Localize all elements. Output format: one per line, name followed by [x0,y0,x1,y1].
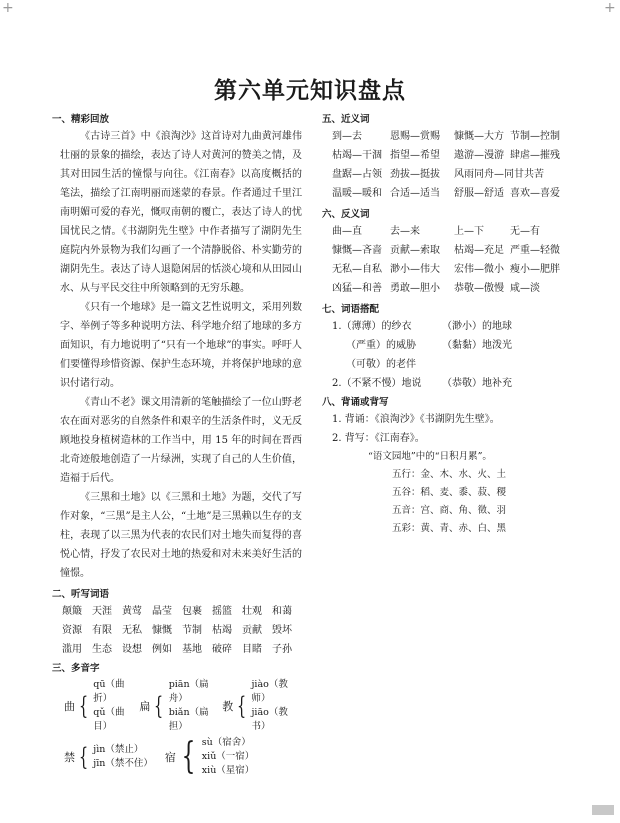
polyphone-row-1 [64,678,302,734]
word: 设想 [122,644,142,655]
word: 滥用 [62,644,82,655]
word-pair: 凶猛—和善 [332,283,382,294]
collocation-row: （可敬）的老伴 [346,359,416,370]
section-heading-7: 七、词语搭配 [322,304,380,315]
polyphone-jiao: 教 { jiào（教师） jiāo（教书） [222,679,288,732]
word-pair: 上—下 [454,226,484,237]
word-pair: 劲拔—挺拔 [390,169,440,180]
word: 摇篮 [212,606,232,617]
word: 资源 [62,625,82,636]
word: 壮观 [242,606,262,617]
brace: { [181,736,196,777]
polyphone-su: 宿 { sù（宿舍） xiǔ（一宿） xiù（星宿） [164,736,255,777]
word-pair: 枯竭—干涸 [332,150,382,161]
word: 慷慨 [152,625,172,636]
word-pair: 合适—适当 [390,188,440,199]
word: 天涯 [92,606,112,617]
word-pair: 肆虐—摧残 [510,150,560,161]
word: 基地 [182,644,202,655]
word-pair: 严重—轻微 [510,245,560,256]
paragraph: 《三黑和土地》以《三黑和土地》为题，交代了写作对象，“三黑”是主人公，“土地”是三黑赖以生存的支柱，表现了以三黑为代表的农民们对土地失而复得的喜悦心情，抒发了农民对土地的热爱和对未来美好生活的憧憬。 [60,492,302,579]
paragraph: 《青山不老》课文用清新的笔触描绘了一位山野老农在面对恶劣的自然条件和艰辛的生活条件时，义无反顾地投身植树造林的工作当中，用 15 年的时间在晋西北奇迹般地创造了一片绿洲，实现了自己的人生价值，造福于后代。 [60,397,302,484]
word: 目睹 [242,644,262,655]
word: 无私 [122,625,142,636]
word: 和蔼 [272,606,292,617]
right-column [322,112,574,538]
word-pair: 去—来 [390,226,420,237]
word-pair: 贡献—索取 [390,245,440,256]
word: 毁坏 [272,625,292,636]
dictation-word-grid [52,602,302,659]
word-pair: 枯竭—充足 [454,245,504,256]
collocation-row: 1.（薄薄）的纱衣 （渺小）的地球 [332,321,512,332]
brace: { [79,743,89,771]
paragraph: 《只有一个地球》是一篇文艺性说明文，采用列数字、举例子等多种说明方法、科学地介绍了地球的多方面知识，有力地说明了“只有一个地球”的事实。呼吁人们要懂得珍惜资源、保护生态环境，并将保护地球的意识付诸行动。 [60,302,302,389]
word-pair: 咸—淡 [510,283,540,294]
word-pair: 无私—自私 [332,264,382,275]
word: 晶莹 [152,606,172,617]
word-pair: 宏伟—微小 [454,264,504,275]
brace: { [237,692,247,720]
word-pair: 无—有 [510,226,540,237]
word-pair: 节制—控制 [510,131,560,142]
word: 包裹 [182,606,202,617]
word-pair: 恩赐—赏赐 [390,131,440,142]
word-pair: 慷慨—吝啬 [332,245,382,256]
word-pair: 勇敢—胆小 [390,283,440,294]
poem-line: 五行：金、木、水、火、土 [392,469,507,480]
word-pair: 渺小—伟大 [390,264,440,275]
word-pair: 盘踞—占领 [332,169,382,180]
polyphone-bian: 扁 { piān（扁舟） biǎn（扁担） [139,679,209,732]
antonym-grid [322,222,574,298]
word: 生态 [92,644,112,655]
polyphone-jin: 禁 { jìn（禁止） jīn（禁不住） [64,743,153,771]
word: 子孙 [272,644,292,655]
word: 颠簸 [62,606,82,617]
polyphone-row-2 [64,736,302,778]
poem-title: “语文园地”中的“日积月累”。 [368,451,492,462]
poem-line: 五音：宫、商、角、徵、羽 [392,505,507,516]
word-pair: 瘦小—肥胖 [510,264,560,275]
word: 节制 [182,625,202,636]
section-heading-6: 六、反义词 [322,209,370,220]
word: 枯竭 [212,625,232,636]
word-pair: 舒服—舒适 [454,188,504,199]
word-pair: 指望—希望 [390,150,440,161]
word-pair: 喜欢—喜爱 [510,188,560,199]
word: 有限 [92,625,112,636]
brace: { [154,692,164,720]
word-pair: 慷慨—大方 [454,131,504,142]
word: 破碎 [212,644,232,655]
collocation-row: 2.（不紧不慢）地说 （恭敬）地补充 [332,378,512,389]
poem-line: 五彩：黄、青、赤、白、黑 [392,523,507,534]
section-heading-8: 八、背诵或背写 [322,397,389,408]
word: 黄莺 [122,606,142,617]
page-number-tab [592,805,614,815]
section-heading-3: 三、多音字 [52,663,100,674]
crop-mark-left: + [2,0,14,16]
word-pair: 风雨同舟—同甘共苦 [454,169,544,180]
brace: { [79,692,89,720]
crop-mark-right: + [604,0,616,16]
page-title: 第六单元知识盘点 [214,78,406,104]
word-pair: 遨游—漫游 [454,150,504,161]
word: 例如 [152,644,172,655]
poem-line: 五谷：稻、麦、黍、菽、稷 [392,487,507,498]
word-pair: 到—去 [332,131,362,142]
word-pair: 曲—直 [332,226,362,237]
word-pair: 恭敬—傲慢 [454,283,504,294]
recitation-item: 2. 背写：《江南春》。 [332,433,425,444]
synonym-grid [322,127,574,203]
word-pair: 温暖—暖和 [332,188,382,199]
section-heading-1: 一、精彩回放 [52,114,110,125]
left-column [52,112,302,778]
paragraph: 《古诗三首》中《浪淘沙》这首诗对九曲黄河雄伟壮丽的景象的描绘，表达了诗人对黄河的赞美之情，及其对田园生活的憧憬与向往。《江南春》以高度概括的笔法，描绘了江南明丽而迷蒙的春景。作者通过千里江南明媚可爱的春光，慨叹南朝的覆亡，表达了诗人的忧国忧民之情。《书湖阴先生壁》中作者描写了湖阴先生庭院内外景物为我们勾画了一个清静脱俗、朴实勤劳的湖阴先生。表达了诗人退隐闲居的恬淡心境和从田园山水、从与平民交往中所领略到的无穷乐趣。 [60,131,302,294]
polyphone-qu: 曲 { qū（曲折） qǔ（曲目） [64,679,125,732]
section-heading-2: 二、听写词语 [52,589,110,600]
word: 贡献 [242,625,262,636]
section-heading-5: 五、近义词 [322,114,370,125]
recitation-item: 1. 背诵：《浪淘沙》《书湖阴先生壁》。 [332,414,500,425]
collocation-row: （严重）的威胁 （黏黏）地泼光 [346,340,512,351]
